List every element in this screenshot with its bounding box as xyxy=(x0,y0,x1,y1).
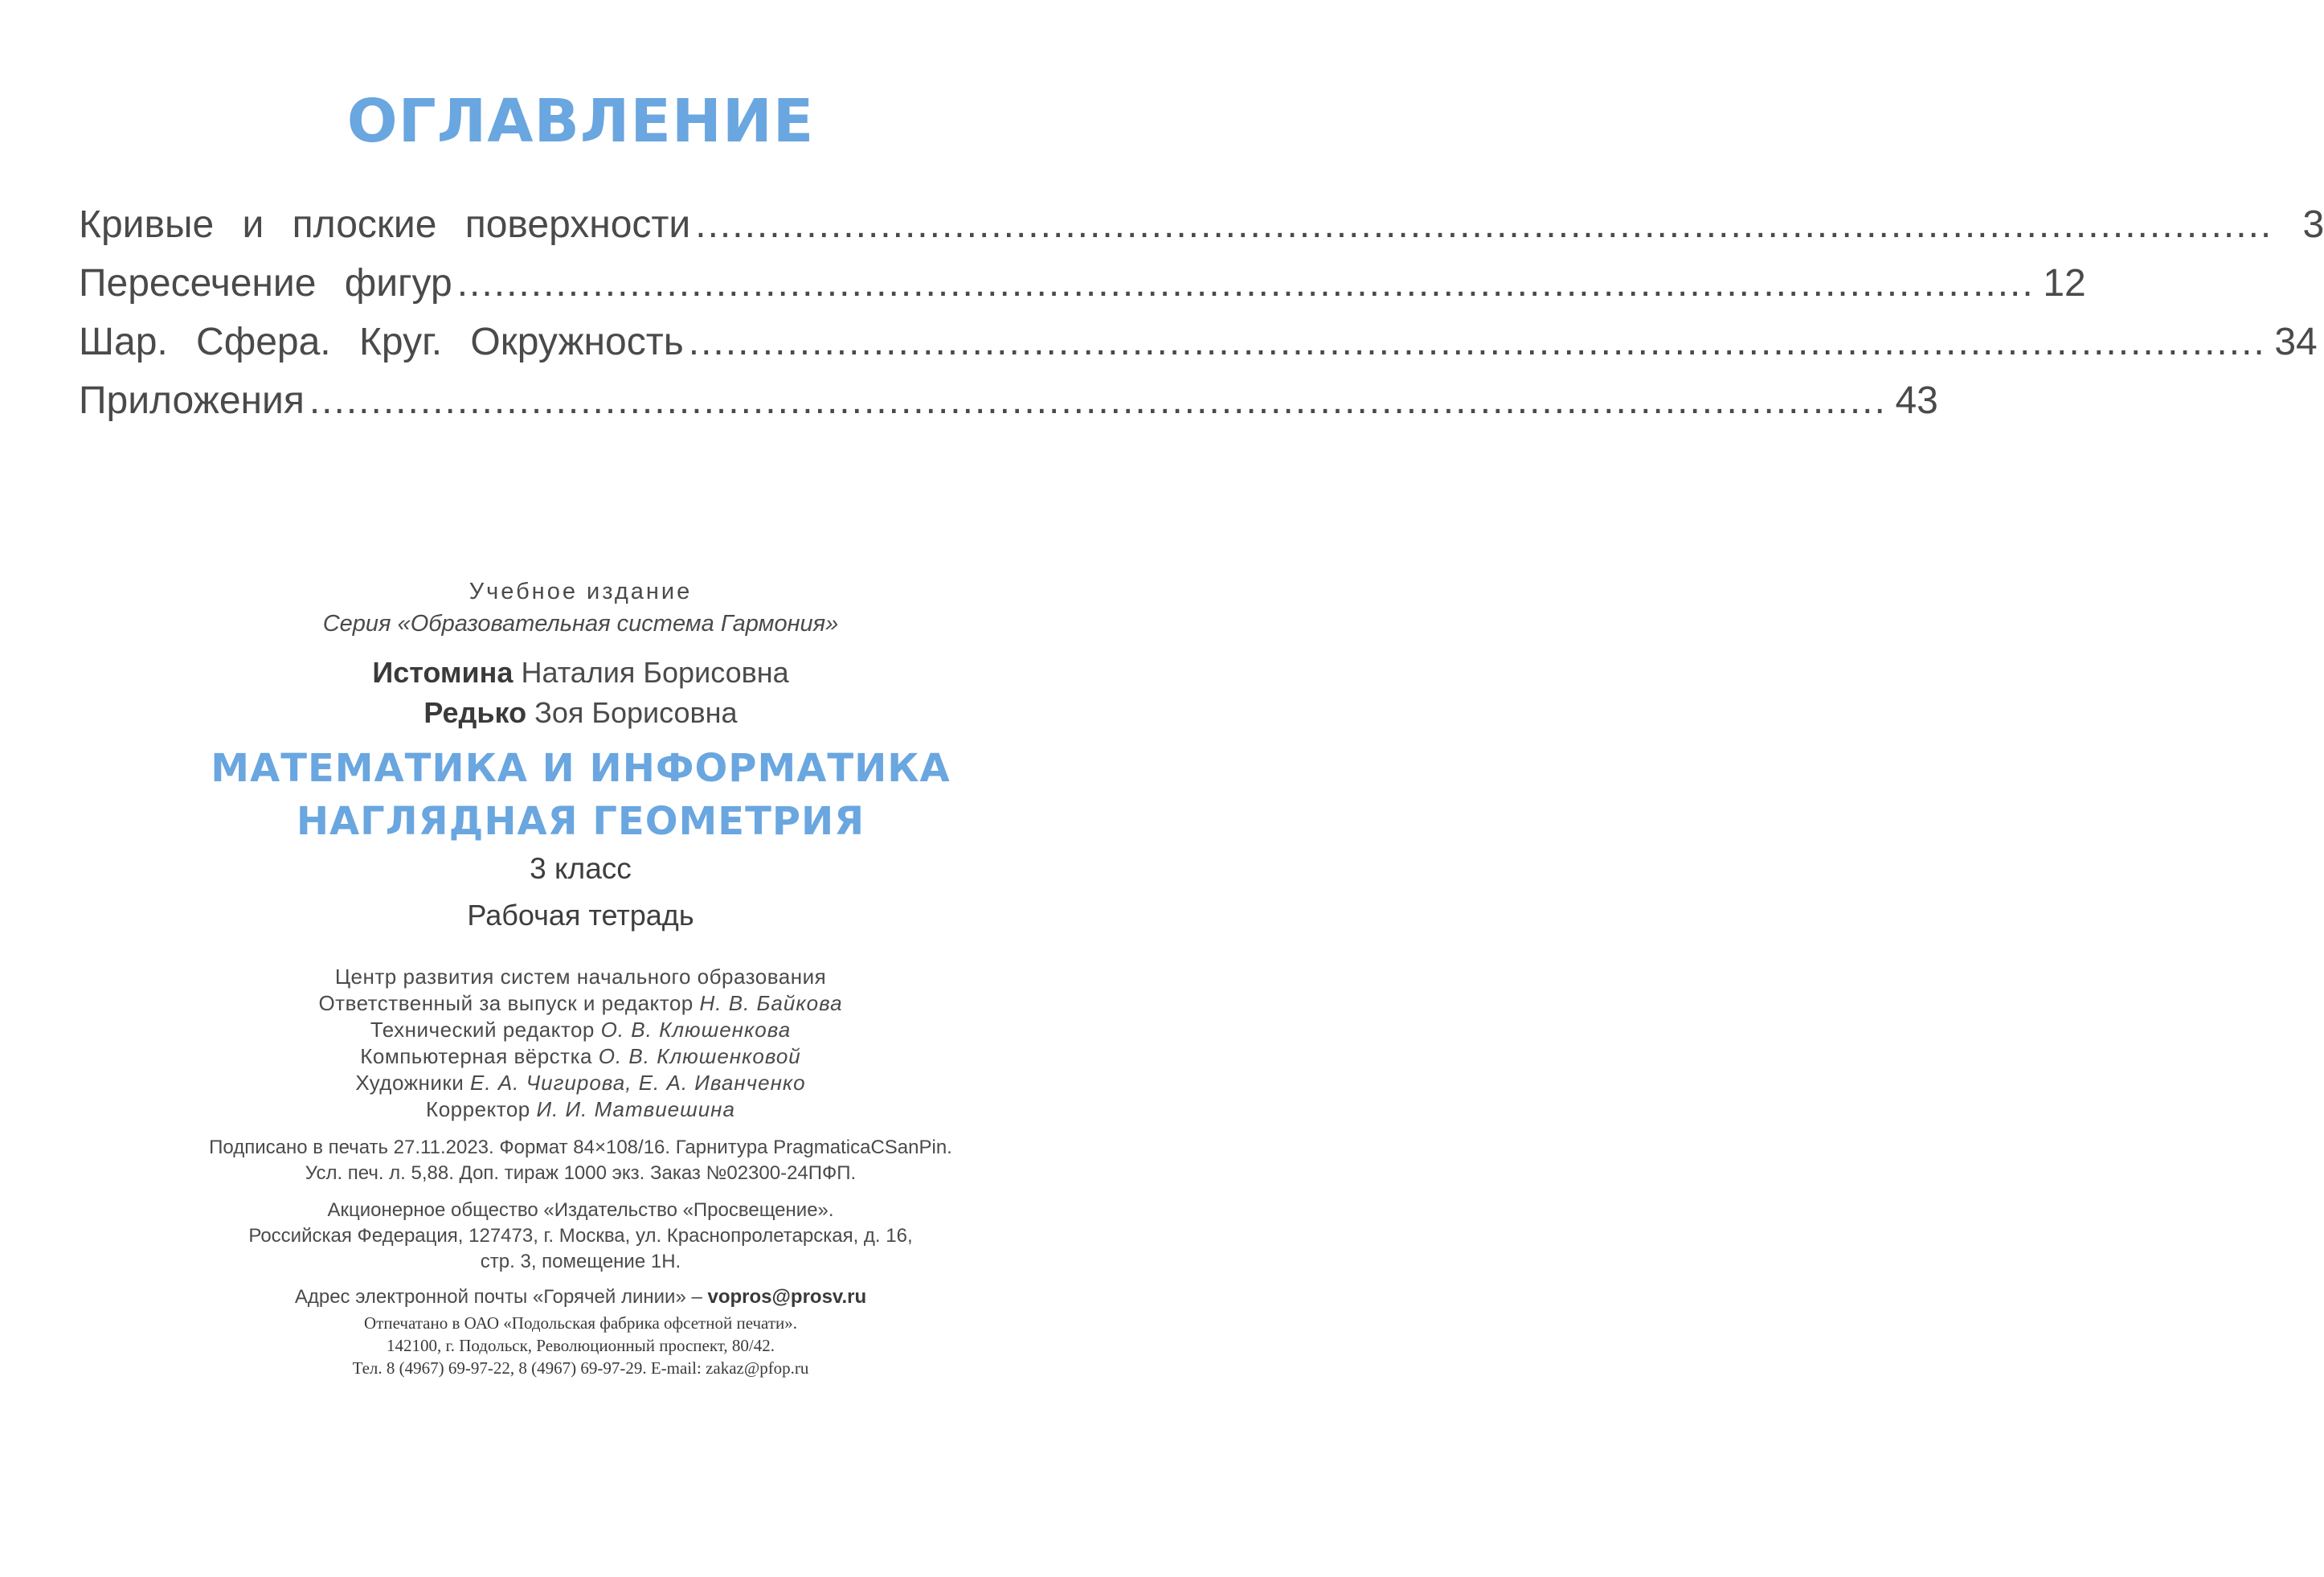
toc-leader-dots: ................................................................................................................................ xyxy=(456,262,2035,305)
book-title-line-1: МАТЕМАТИКА И ИНФОРМАТИКА xyxy=(211,746,951,791)
toc-leader-dots: ................................................................................................................................ xyxy=(688,321,2266,363)
staff-role: Корректор xyxy=(426,1097,530,1121)
toc-item-page: 43 xyxy=(1895,379,1938,422)
staff-credit xyxy=(0,1071,1161,1096)
toc-item-label: Приложения xyxy=(79,379,305,422)
printer-line-2: 142100, г. Подольск, Революционный проспект, 80/42. xyxy=(387,1336,775,1355)
printer-line-3: Тел. 8 (4967) 69-97-22, 8 (4967) 69-97-29. E-mail: zakaz@pfop.ru xyxy=(352,1358,809,1378)
toc-leader-dots: ................................................................................................................................ xyxy=(695,203,2273,246)
staff-role: Ответственный за выпуск и редактор xyxy=(318,991,694,1015)
publisher-line-2: Российская Федерация, 127473, г. Москва, ул. Краснопролетарская, д. 16, xyxy=(248,1225,913,1247)
toc-item-page: 12 xyxy=(2043,262,2086,305)
author-given-names: Зоя Борисовна xyxy=(534,696,738,729)
toc-item-label: Пересечение фигур xyxy=(79,262,452,305)
staff-name: Н. В. Байкова xyxy=(699,991,843,1015)
edition-label: Учебное издание xyxy=(468,579,693,604)
staff-role: Художники xyxy=(355,1071,464,1095)
book-type-label: Рабочая тетрадь xyxy=(467,899,694,932)
staff-role: Компьютерная вёрстка xyxy=(360,1044,592,1068)
staff-name: О. В. Клюшенкова xyxy=(600,1018,792,1042)
toc-item-label: Шар. Сфера. Круг. Окружность xyxy=(79,321,684,363)
toc-title: ОГЛАВЛЕНИЕ xyxy=(346,87,815,156)
toc-item xyxy=(79,379,1938,437)
grade-label: 3 класс xyxy=(530,852,632,885)
series-label: Серия «Образовательная система Гармония» xyxy=(322,611,839,637)
author-surname: Истомина xyxy=(372,656,513,689)
staff-name: И. И. Матвиешина xyxy=(536,1097,735,1121)
staff-name: О. В. Клюшенковой xyxy=(598,1044,801,1068)
toc-item-label: Кривые и плоские поверхности xyxy=(79,203,691,246)
book-title-line-2: НАГЛЯДНАЯ ГЕОМЕТРИЯ xyxy=(296,799,865,844)
author-surname: Редько xyxy=(423,696,527,729)
printer-line-1: Отпечатано в ОАО «Подольская фабрика офсетной печати». xyxy=(364,1313,797,1333)
publisher-line-3: стр. 3, помещение 1Н. xyxy=(480,1251,681,1272)
toc-list xyxy=(79,203,2324,437)
hotline-line xyxy=(0,1286,1161,1309)
toc-leader-dots: ................................................................................................................................ xyxy=(309,379,1887,422)
author-given-names: Наталия Борисовна xyxy=(521,656,789,689)
toc-item xyxy=(79,320,2318,379)
print-details-line-2: Усл. печ. л. 5,88. Доп. тираж 1000 экз. Заказ №02300-24ПФП. xyxy=(305,1162,857,1184)
staff-credit xyxy=(0,1097,1161,1122)
publisher-line-1: Акционерное общество «Издательство «Просвещение». xyxy=(327,1199,834,1221)
toc-item xyxy=(79,261,2086,320)
staff-name: Е. А. Чигирова, Е. А. Иванченко xyxy=(470,1071,806,1095)
toc-item xyxy=(79,203,2324,261)
author-2 xyxy=(0,696,1161,730)
hotline-email: vopros@prosv.ru xyxy=(707,1286,867,1308)
hotline-label: Адрес электронной почты «Горячей линии» – xyxy=(294,1286,702,1308)
center-name: Центр развития систем начального образования xyxy=(334,965,827,989)
staff-credit xyxy=(0,1044,1161,1069)
staff-credit xyxy=(0,991,1161,1016)
staff-credit xyxy=(0,1018,1161,1042)
staff-role: Технический редактор xyxy=(370,1018,595,1042)
toc-item-page: 34 xyxy=(2274,321,2318,363)
print-details-line-1: Подписано в печать 27.11.2023. Формат 84×108/16. Гарнитура PragmaticaCSanPin. xyxy=(209,1137,952,1158)
toc-item-page: 3 xyxy=(2302,203,2324,246)
author-1 xyxy=(0,656,1161,690)
